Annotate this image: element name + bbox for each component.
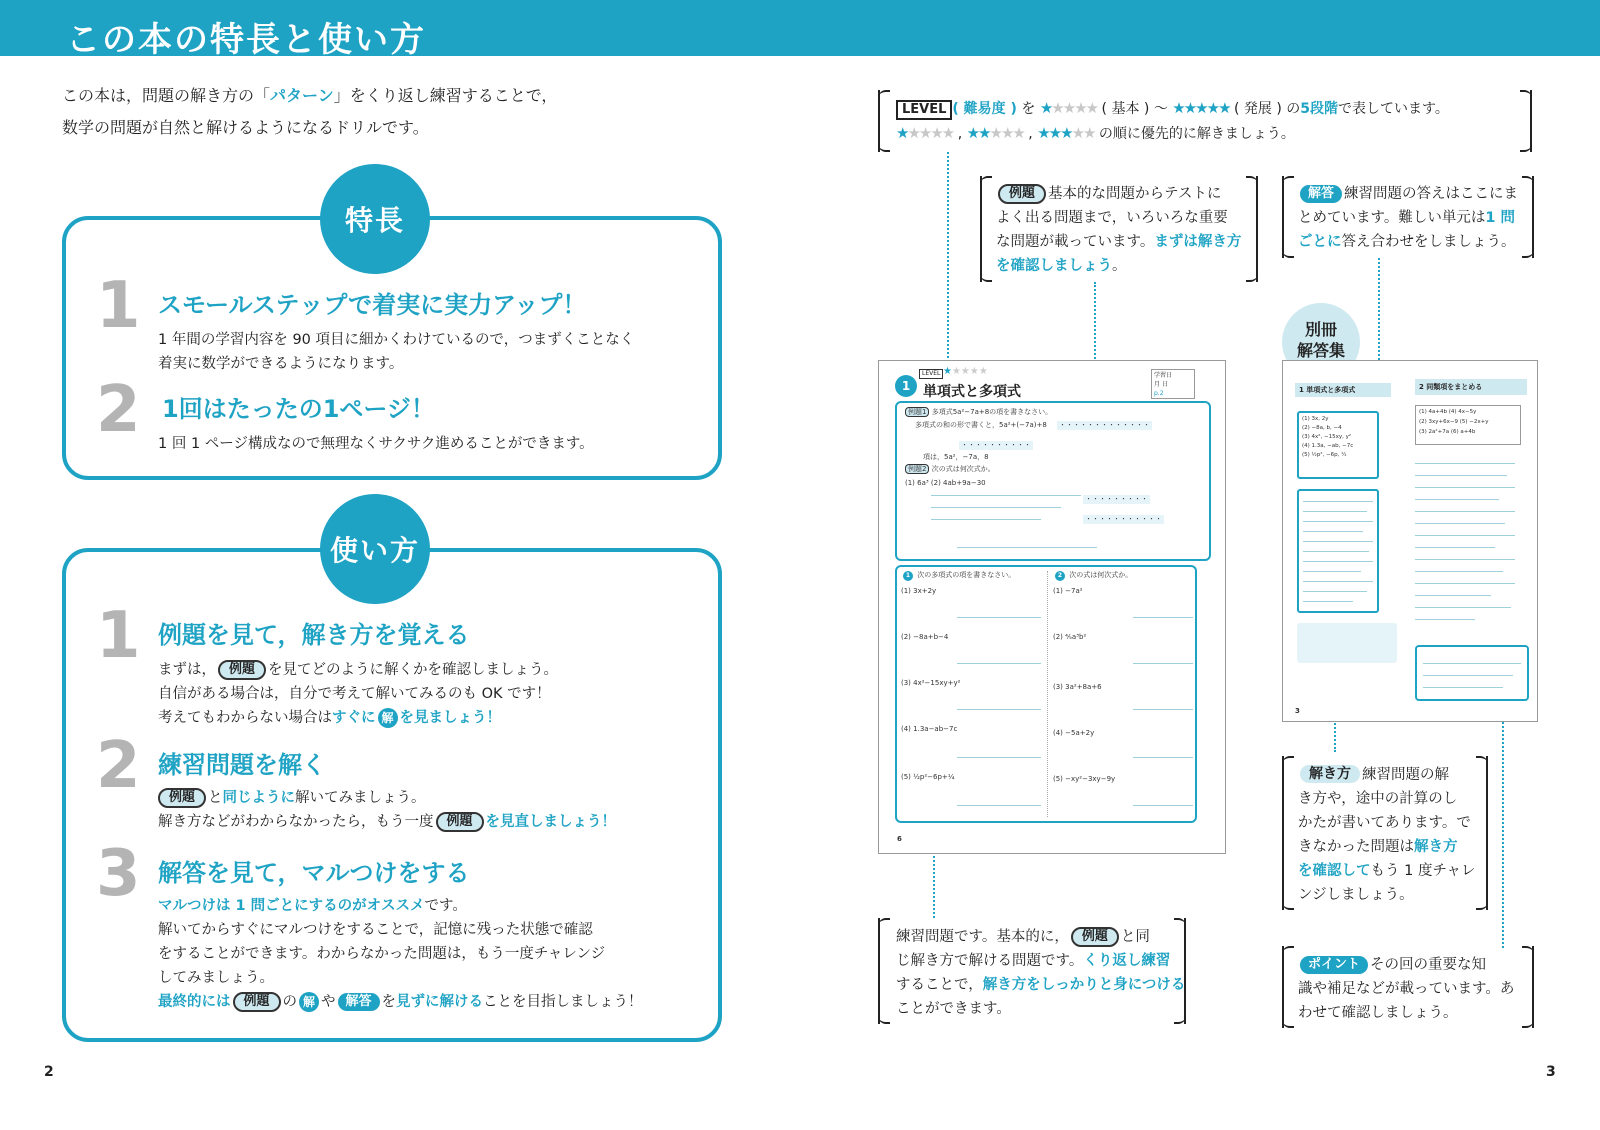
sample-example-box: 例題1 多項式5a²−7a+8の項を書きなさい。 多項式の和の形で書くと，5a²+(−7a)+8 ・・・・・・・・・・・・・ ・・・・・・・・・・ 項は，5a²，−7a，8 例題2 次の式は何次式か。 (1) 6a³ (2) 4ab+9a−30 ・・・・・・・・・ ・・・・・・・・・・・: [895, 401, 1211, 561]
level-callout: LEVEL ( 難易度 ) を ★★★★★ ( 基本 ) 〜 ★★★★★ ( 発展 ) の5段階で表しています。 ★★★★★ , ★★★★★ , ★★★★★ の順に優先的に解きましょう。: [878, 90, 1532, 152]
star-rating-1: ★★★★★: [1039, 99, 1098, 117]
step1-line-2: 自信がある場合は，自分で考えて解いてみるのも OK です！: [158, 686, 551, 702]
example-pill: 例題: [998, 184, 1046, 204]
step1-line-3: 考えてもわからない場合はすぐに 解 を見ましょう！: [158, 710, 501, 726]
step-number-1: 1: [96, 599, 141, 673]
feature-text-1b: 着実に数学ができるようになります。: [158, 356, 404, 372]
feature-title-1: スモールステップで着実に実力アップ！: [158, 291, 587, 319]
star-rating-2: ★★★★★: [966, 124, 1024, 142]
example-pill: 例題: [233, 992, 281, 1012]
feature-number-2: 2: [96, 373, 141, 447]
intro-line-1: この本は，問題の解き方の「パターン」をくり返し練習することで，: [62, 86, 558, 105]
method-callout: 解き方 練習問題の解 き方や，途中の計算のし かたが書いてあります。で きなかった問題は解き方 を確認してもう 1 度チャレ ンジしましょう。: [1282, 756, 1488, 910]
step3-line-1: マルつけは 1 問ごとにするのがオススメです。: [158, 898, 467, 914]
point-callout-line2: 識や補足などが載っています。あ: [1298, 981, 1515, 997]
feature-text-1a: 1 年間の学習内容を 90 項目に細かくわけているので，つまずくことなく: [158, 332, 635, 348]
example-pill: 例題: [218, 660, 266, 680]
sample-date-box: 学習日 月 日 p.2: [1151, 369, 1195, 399]
step-number-2: 2: [96, 729, 141, 803]
kai-icon: 解: [378, 708, 398, 728]
usage-label: 使い方: [320, 494, 430, 604]
example-callout: 例題 基本的な問題からテストに よく出る問題まで，いろいろな重要 な問題が載っています。まずは解き方 を確認しましょう。: [980, 176, 1258, 282]
kai-icon: 解: [299, 992, 319, 1012]
features-label: 特長: [320, 164, 430, 274]
leader-line: [933, 852, 935, 918]
answer-callout: 解答 練習問題の答えはここにま とめています。難しい単元は1 問 ごとに答え合わせをしましょう。: [1282, 176, 1534, 258]
step-number-3: 3: [96, 837, 141, 911]
sample-stars: ★★★★★: [943, 366, 988, 377]
leader-line: [947, 152, 949, 378]
step3-line-2: 解いてからすぐにマルつけをすることで，記憶に残った状態で確認: [158, 922, 593, 938]
step2-line-2: 解き方などがわからなかったら，もう一度 例題 を見直しましょう！: [158, 814, 617, 830]
method-pill: 解き方: [1300, 765, 1360, 783]
star-rating-3: ★★★★★: [1037, 124, 1095, 142]
sample-practice-box: 1 次の多項式の項を書きなさい。 2 次の式は何次式か。 (1) 3x+2y (2) −8a+b−4 (3) 4x²−15xy+y² (4) 1.3a−ab−7c (5) ½p²−6p+¼ (1) −7a² (2) ⅘a³b² (3) 3a²+8a+6 (4) −5a+2y (5) −xy²−3xy−9y: [895, 565, 1197, 823]
step3-line-4: してみましょう。: [158, 970, 274, 986]
example-pill: 例題: [436, 812, 484, 832]
answer-page-head: 1 単項式と多項式: [1295, 383, 1391, 397]
feature-title-2: 1回はたったの1ページ！: [162, 395, 435, 423]
method-callout-line2: き方や，途中の計算のし: [1298, 791, 1458, 807]
example-pill: 例題: [158, 788, 206, 808]
star-rating-5: ★★★★★: [1172, 99, 1230, 117]
sample-level-badge: LEVEL: [919, 369, 943, 379]
sample-page-thumbnail: 1 LEVEL ★★★★★ 単項式と多項式 学習日 月 日 p.2 例題1 多項式5a²−7a+8の項を書きなさい。 多項式の和の形で書くと，5a²+(−7a)+8 ・・・・・・・・・・・・・ ・・・・・・・・・・ 項は，5a²，−7a，8 例題2 次の式は何次式か。 (1) 6a³ (2) 4ab+9a−30 ・・・・・・・・・ ・・・・・・・・・・・ 1 次の多項式の項を書きなさい。 2 次の式は何次式か。 (1) 3x+2y (2) −8a+b−4 (3) 4x²−15xy+y² (4) 1.3a−ab−7c (5) ½p²−6p+¼ (1) −7a² (2) ⅘a³b² (3) 3a²+8a+6 (4) −5a+2y (5) −xy²−3xy−9y 6: [878, 360, 1226, 854]
leader-line: [1502, 702, 1504, 948]
step-title-2: 練習問題を解く: [158, 751, 326, 779]
method-callout-line6: ンジしましょう。: [1298, 887, 1414, 903]
intro-line-2: 数学の問題が自然と解けるようになるドリルです。: [62, 118, 429, 137]
practice-callout-line4: ことができます。: [896, 1001, 1011, 1017]
page-title: この本の特長と使い方: [66, 20, 426, 60]
method-callout-line3: かたが書いてあります。で: [1298, 815, 1471, 831]
step2-line-1: 例題 と同じように解いてみましょう。: [156, 786, 426, 810]
step3-line-3: をすることができます。わからなかった問題は，もう一度チャレンジ: [158, 946, 606, 962]
answer-booklet-badge: 別冊 解答集: [1282, 303, 1360, 381]
point-pill: ポイント: [1300, 956, 1368, 974]
sample-lesson-number: 1: [895, 375, 917, 397]
answer-pill: 解答: [1300, 185, 1342, 203]
example-pill: 例題: [1071, 927, 1119, 947]
step3-line-5: 最終的には 例題 の 解 や 解答 を見ずに解けることを目指しましょう！: [158, 994, 643, 1010]
answer-pill: 解答: [338, 993, 380, 1011]
point-callout: ポイント その回の重要な知 識や補足などが載っています。あ わせて確認しましょう。: [1282, 946, 1534, 1028]
feature-text-2: 1 回 1 ページ構成なので無理なくサクサク進めることができます。: [158, 436, 594, 452]
practice-callout: 練習問題です。基本的に， 例題 と同 じ解き方で解ける問題です。くり返し練習 することで，解き方をしっかりと身につける ことができます。: [878, 918, 1186, 1024]
step-title-3: 解答を見て，マルつけをする: [158, 859, 470, 887]
page-number-left: 2: [44, 1064, 54, 1080]
step1-line-1: まずは， 例題 を見てどのように解くかを確認しましょう。: [158, 662, 559, 678]
point-callout-line3: わせて確認しましょう。: [1298, 1005, 1458, 1021]
star-rating-1: ★★★★★: [896, 124, 954, 142]
step-title-1: 例題を見て，解き方を覚える: [158, 621, 470, 649]
page-number-right: 3: [1546, 1064, 1556, 1080]
answer-page-thumbnail: 1 単項式と多項式 2 同類項をまとめる (1) 3x, 2y (2) −8a, b, −4 (3) 4x², −15xy, y² (4) 1.3a, −ab, −7c (5) ½p², −6p, ¼ (1) 4a+4b (4) 4x−5y (2) 3xy+6x−9 (5) −2x+y (3) 2a²+7a (6) a+4b 3: [1282, 360, 1538, 722]
feature-number-1: 1: [96, 269, 141, 343]
sample-title: 単項式と多項式: [923, 384, 1021, 400]
example-callout-line2: よく出る問題まで，いろいろな重要: [996, 210, 1228, 226]
level-badge: LEVEL: [896, 100, 952, 120]
answer-page-head-2: 2 同類項をまとめる: [1415, 379, 1527, 395]
